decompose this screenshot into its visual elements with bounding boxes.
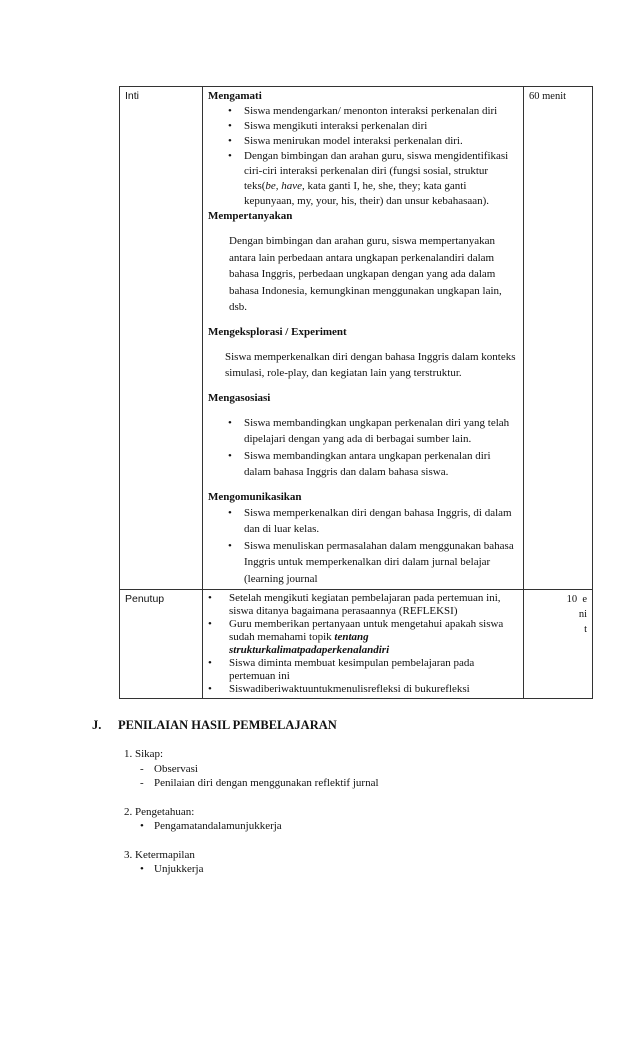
- list-item: • Siswa membandingkan antara ungkapan perkenalan diri dalam bahasa Inggris dan dalam bahasa siswa.: [228, 448, 518, 481]
- list-item: [124, 848, 564, 877]
- list-item: [208, 618, 518, 657]
- list-item: [124, 747, 564, 791]
- section-heading: Mengomunikasikan: [208, 490, 302, 503]
- section-paragraph: Siswa memperkenalkan diri dengan bahasa Inggris dalam konteks simulasi, role-play, dan kegiatan lain yang terstruktur.: [225, 350, 516, 379]
- section-heading: Mengamati: [208, 90, 262, 102]
- section-heading: Mempertanyakan: [208, 210, 293, 222]
- item-title: 2. Pengetahuan:: [124, 805, 195, 818]
- list-item: • Siswa membandingkan ungkapan perkenalan diri yang telah dipelajari dengan yang ada di berbagai sumber lain.: [228, 415, 518, 448]
- bullet-list: [208, 415, 518, 481]
- sub-item: • Pengamatandalamunjukkerja: [140, 820, 282, 832]
- emphasized-text: tentang strukturkalimatpadaperkenalandiri: [229, 631, 390, 656]
- list-item: [124, 805, 564, 834]
- section-heading: Mengasosiasi: [208, 391, 271, 404]
- list-item: • Siswa memperkenalkan diri dengan bahasa Inggris, di dalam dan di luar kelas.: [228, 505, 518, 538]
- list-item: • Siswadiberiwaktuuntukmenulisrefleksi di bukurefleksi: [208, 683, 518, 696]
- list-item: • Setelah mengikuti kegiatan pembelajaran pada pertemuan ini, siswa ditanya bagaimana perasaannya (REFLEKSI): [208, 592, 518, 618]
- duration-line: ni: [578, 609, 587, 620]
- section-heading: Mengeksplorasi / Experiment: [208, 325, 347, 338]
- list-item: • Siswa mengikuti interaksi perkenalan diri: [228, 119, 518, 134]
- sub-item-text: Observasi: [154, 762, 198, 775]
- sub-item: - Observasi: [140, 762, 198, 775]
- list-item: • Siswa mendengarkan/ menonton interaksi perkenalan diri: [228, 104, 518, 119]
- duration-cell: 60 menit: [524, 87, 593, 590]
- lesson-activity-table: [119, 86, 593, 699]
- list-item-text: Dengan bimbingan dan arahan guru, siswa mengidentifikasi ciri-ciri interaksi perkenalan diri (fungsi sosial, struktur teks(: [244, 150, 509, 192]
- section-letter: J.: [92, 718, 102, 732]
- section-title: PENILAIAN HASIL PEMBELAJARAN: [118, 718, 337, 732]
- sub-item: - Penilaian diri dengan menggunakan reflektif jurnal: [140, 777, 379, 789]
- assessment-list: [124, 747, 564, 891]
- italic-term: be, have: [265, 180, 303, 192]
- duration-cell: [524, 590, 593, 699]
- sub-item-text: Unjukkerja: [154, 863, 204, 875]
- activity-cell: [203, 87, 524, 590]
- list-item: • Siswa menuliskan permasalahan dalam menggunakan bahasa Inggris untuk memperkenalkan diri dalam jurnal belajar (learning journal: [228, 538, 518, 588]
- list-item: [228, 149, 518, 209]
- table-row: [120, 590, 593, 699]
- list-item-text: Guru memberikan pertanyaan untuk mengetahui apakah siswa sudah memahami topik: [229, 618, 504, 643]
- bullet-list: [208, 104, 518, 209]
- phase-label: Penutup: [120, 590, 203, 699]
- list-item: • Siswa diminta membuat kesimpulan pembelajaran pada pertemuan ini: [208, 657, 518, 683]
- duration-line: 10 e: [566, 594, 587, 605]
- table-row: [120, 87, 593, 590]
- list-item: • Siswa menirukan model interaksi perkenalan diri.: [228, 134, 518, 149]
- duration-line: t: [584, 624, 587, 635]
- bullet-list: [208, 505, 518, 588]
- activity-cell: [203, 590, 524, 699]
- sub-item-text: Pengamatandalamunjukkerja: [154, 820, 282, 832]
- bullet-list: [208, 592, 518, 696]
- phase-label: Inti: [120, 87, 203, 590]
- item-title: 3. Ketermapilan: [124, 848, 195, 861]
- section-heading: [92, 718, 592, 733]
- item-title: 1. Sikap:: [124, 748, 164, 760]
- sub-item: • Unjukkerja: [140, 863, 204, 875]
- section-paragraph: Dengan bimbingan dan arahan guru, siswa mempertanyakan antara lain perbedaan antara ungkapan perkenalandiri dalam bahasa Inggris, perbedaan ungkapan dengan yang ada dalam bahasa Indonesia, kemungkinan menggunakan ungkapan lain, dsb.: [229, 235, 502, 313]
- sub-item-text: Penilaian diri dengan menggunakan reflektif jurnal: [154, 777, 379, 789]
- list-item-text: , kata ganti I, he, she, they; kata ganti kepunyaan, my, your, his, their) dan unsur kebahasaan).: [244, 180, 490, 207]
